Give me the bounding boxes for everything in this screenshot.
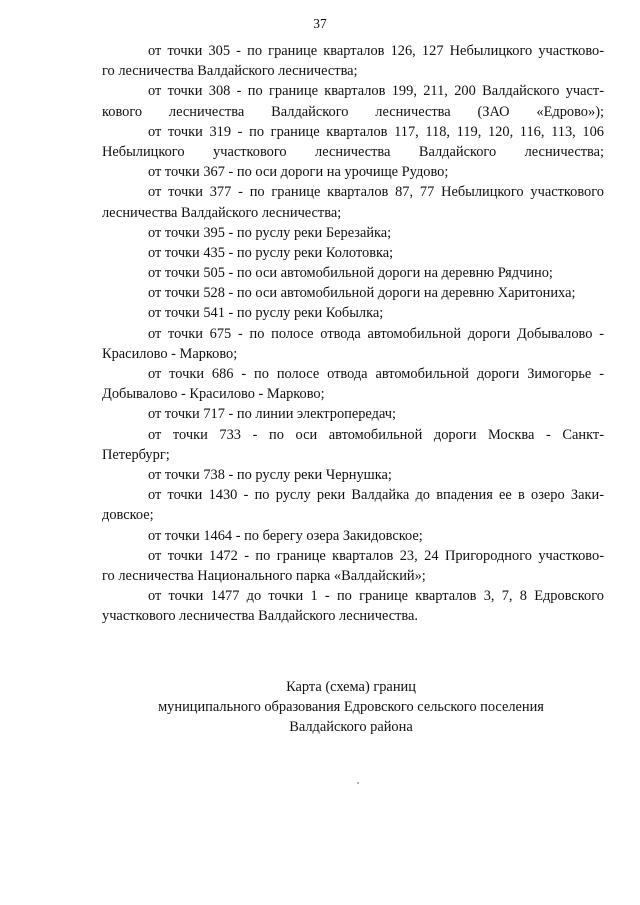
text-line: от точки 435 - по руслу реки Колотовка; (148, 244, 394, 261)
text-line: кового лесничества Валдайского лесничества (ЗАО «Едрово»); (102, 103, 604, 120)
text-line: от точки 1464 - по берегу озера Закидовское; (148, 527, 423, 544)
text-line: Небылицкого участкового лесничества Валдайского лесничества; (102, 143, 604, 160)
text-line: от точки 395 - по руслу реки Березайка; (148, 224, 392, 241)
text-line: от точки 686 - по полосе отвода автомобильной дороги Зимогорье - (148, 366, 604, 382)
text-line: Красилово - Марково; (102, 345, 238, 362)
text-line: от точки 308 - по границе кварталов 199, 211, 200 Валдайского участ- (148, 83, 604, 100)
text-line: от точки 733 - по оси автомобильной дороги Москва - Санкт- (148, 426, 604, 443)
text-line: от точки 738 - по руслу реки Чернушка; (148, 466, 392, 483)
text-line: от точки 319 - по границе кварталов 117, 118, 119, 120, 116, 113, 106 (148, 123, 604, 140)
text-line: Добывалово - Красилово - Марково; (102, 386, 325, 403)
text-line: от точки 1477 до точки 1 - по границе кварталов 3, 7, 8 Едровского (148, 588, 604, 605)
text-line: довское; (102, 507, 154, 524)
text-line: от точки 1472 - по границе кварталов 23, 24 Пригородного участково- (148, 547, 604, 564)
text-line: от точки 528 - по оси автомобильной дороги на деревню Харитониха; (148, 285, 576, 302)
text-line: лесничества Валдайского лесничества; (102, 204, 342, 221)
map-caption (0, 677, 640, 738)
text-line: от точки 505 - по оси автомобильной дороги на деревню Рядчино; (148, 265, 553, 282)
text-line: от точки 717 - по линии электропередач; (148, 406, 396, 423)
text-line: Петербург; (102, 446, 170, 463)
scan-speck (357, 782, 359, 784)
text-line: го лесничества Национального парка «Валдайский»; (102, 567, 426, 584)
caption-line: муниципального образования Едровского сельского поселения (158, 699, 544, 716)
caption-line: Карта (схема) границ (286, 679, 416, 695)
text-line: от точки 377 - по границе кварталов 87, 77 Небылицкого участкового (148, 184, 604, 201)
boundary-description (102, 41, 604, 626)
text-line: го лесничества Валдайского лесничества; (102, 63, 358, 80)
text-line: участкового лесничества Валдайского лесничества. (102, 608, 418, 625)
text-line: от точки 541 - по руслу реки Кобылка; (148, 305, 384, 322)
text-line: от точки 305 - по границе кварталов 126, 127 Небылицкого участково- (148, 43, 604, 59)
text-line: от точки 367 - по оси дороги на урочище Рудово; (148, 164, 449, 181)
page-number: 37 (313, 16, 327, 31)
text-line: от точки 1430 - по руслу реки Валдайка до впадения ее в озеро Заки- (148, 487, 604, 504)
caption-line: Валдайского района (289, 719, 413, 736)
text-line: от точки 675 - по полосе отвода автомобильной дороги Добывалово - (148, 325, 604, 342)
